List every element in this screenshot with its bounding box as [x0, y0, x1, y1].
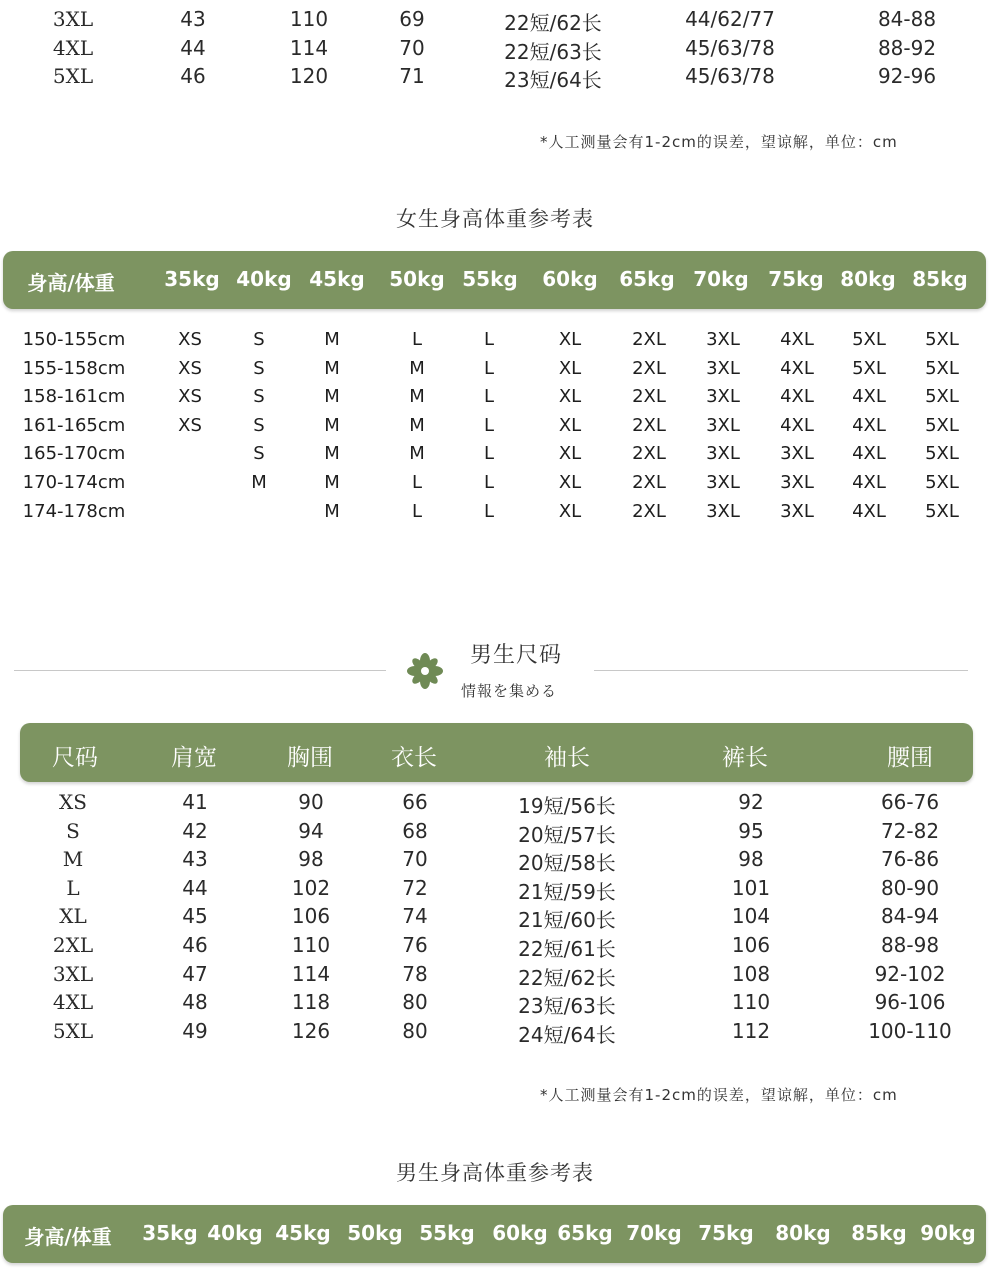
table-cell: 21短/60长: [518, 908, 616, 933]
table-cell: 20短/58长: [518, 851, 616, 876]
table-cell: 76-86: [880, 847, 940, 872]
header-weight: 55kg: [419, 1221, 475, 1245]
table-cell: 22短/63长: [504, 39, 602, 64]
header-weight: 35kg: [164, 267, 220, 291]
table-cell: 118: [291, 990, 331, 1015]
size-label: 3XL: [52, 961, 94, 986]
table-cell: 41: [182, 790, 208, 814]
table-cell: 80: [402, 990, 428, 1015]
table-cell: 72-82: [880, 818, 940, 843]
size-cell: 3XL: [780, 443, 814, 465]
header-weight: 80kg: [775, 1221, 831, 1245]
table-cell: 110: [291, 933, 331, 957]
table-cell: 45/63/78: [685, 64, 775, 89]
size-cell: L: [483, 357, 495, 379]
header-weight: 75kg: [698, 1221, 754, 1245]
table-cell: 106: [291, 904, 331, 929]
size-cell: XL: [558, 329, 582, 350]
table-cell: 20短/57长: [518, 822, 616, 847]
table-cell: 104: [731, 904, 771, 929]
table-cell: 42: [182, 818, 208, 843]
size-cell: 5XL: [925, 357, 959, 379]
table-cell: 23短/64长: [504, 68, 602, 93]
size-cell: 2XL: [632, 500, 666, 522]
size-cell: 2XL: [632, 414, 666, 436]
size-cell: 4XL: [852, 414, 886, 436]
size-cell: XL: [558, 443, 582, 465]
table-cell: 70: [402, 847, 428, 872]
table-cell: 120: [289, 64, 329, 89]
size-cell: M: [324, 472, 340, 493]
header-weight: 60kg: [492, 1221, 548, 1245]
size-cell: L: [411, 329, 423, 350]
header-weight: 45kg: [275, 1221, 331, 1245]
men-reference-title: 男生身高体重参考表: [396, 1161, 594, 1185]
table-cell: 76: [402, 933, 428, 957]
size-cell: 4XL: [852, 386, 886, 408]
men-size-subtitle: 情報を集める: [461, 682, 558, 700]
size-cell: 3XL: [706, 329, 740, 350]
table-cell: 84-88: [877, 7, 937, 31]
size-cell: 2XL: [632, 472, 666, 493]
table-cell: 84-94: [880, 904, 940, 929]
size-label: 2XL: [52, 933, 94, 957]
table-cell: 46: [182, 933, 208, 957]
size-cell: M: [409, 414, 425, 436]
size-cell: 4XL: [780, 357, 814, 379]
size-cell: M: [324, 386, 340, 408]
header-weight: 60kg: [542, 267, 598, 291]
table-cell: 74: [402, 904, 428, 929]
size-label: 3XL: [52, 7, 94, 31]
size-cell: M: [409, 443, 425, 465]
divider-right: [594, 670, 968, 671]
size-cell: XS: [178, 386, 202, 408]
header-weight: 65kg: [557, 1221, 613, 1245]
size-cell: 3XL: [706, 386, 740, 408]
table-cell: 19短/56长: [518, 794, 616, 818]
measurement-note-2: *人工测量会有1-2cm的误差，望谅解，单位：cm: [540, 1086, 898, 1104]
size-cell: S: [253, 443, 265, 465]
men-size-title: 男生尺码: [470, 643, 563, 668]
table-cell: 110: [731, 990, 771, 1015]
size-cell: 3XL: [706, 443, 740, 465]
size-cell: 2XL: [632, 443, 666, 465]
header-weight: 85kg: [912, 267, 968, 291]
size-cell: 3XL: [780, 472, 814, 493]
table-cell: 66: [402, 790, 428, 814]
column-header: 腰围: [887, 745, 933, 771]
size-cell: 4XL: [780, 414, 814, 436]
table-cell: 22短/62长: [518, 965, 616, 990]
header-weight: 75kg: [768, 267, 824, 291]
header-weight: 65kg: [619, 267, 675, 291]
size-cell: M: [251, 472, 267, 493]
table-cell: 24短/64长: [518, 1022, 616, 1047]
column-header: 肩宽: [171, 745, 217, 771]
table-cell: 88-92: [877, 35, 937, 60]
height-range: 165-170cm: [22, 443, 126, 465]
size-cell: XL: [558, 500, 582, 522]
column-header: 胸围: [287, 745, 333, 771]
column-header: 袖长: [544, 745, 590, 771]
size-cell: 5XL: [925, 386, 959, 408]
size-cell: L: [411, 472, 423, 493]
height-range: 150-155cm: [22, 329, 126, 350]
size-cell: XL: [558, 472, 582, 493]
table-cell: 70: [399, 35, 425, 60]
height-range: 155-158cm: [22, 357, 126, 379]
size-cell: L: [483, 329, 495, 350]
size-cell: L: [483, 500, 495, 522]
table-cell: 78: [402, 961, 428, 986]
table-cell: 71: [399, 64, 425, 89]
table-cell: 98: [738, 847, 764, 872]
table-cell: 102: [291, 875, 331, 900]
table-cell: 22短/61长: [518, 937, 616, 961]
table-cell: 45/63/78: [685, 35, 775, 60]
size-cell: 4XL: [852, 500, 886, 522]
size-cell: L: [483, 443, 495, 465]
measurement-note: *人工测量会有1-2cm的误差，望谅解，单位：cm: [540, 133, 898, 151]
table-cell: 80: [402, 1018, 428, 1043]
table-cell: 112: [731, 1018, 771, 1043]
table-cell: 94: [298, 818, 324, 843]
header-weight: 40kg: [236, 267, 292, 291]
height-range: 158-161cm: [22, 386, 126, 408]
table-cell: 69: [399, 7, 425, 31]
header-height-weight: 身高/体重: [24, 1225, 112, 1249]
size-cell: 5XL: [852, 329, 886, 350]
table-cell: 98: [298, 847, 324, 872]
header-weight: 50kg: [389, 267, 445, 291]
size-cell: XS: [178, 329, 202, 350]
size-cell: 5XL: [852, 357, 886, 379]
women-reference-title: 女生身高体重参考表: [396, 207, 594, 231]
header-weight: 45kg: [309, 267, 365, 291]
size-cell: XL: [558, 357, 582, 379]
size-cell: M: [324, 329, 340, 350]
size-cell: 3XL: [706, 414, 740, 436]
size-label: 4XL: [52, 990, 94, 1015]
size-cell: 4XL: [780, 329, 814, 350]
size-cell: 2XL: [632, 386, 666, 408]
table-cell: 88-98: [880, 933, 940, 957]
table-cell: 72: [402, 875, 428, 900]
table-cell: 45: [182, 904, 208, 929]
table-cell: 48: [182, 990, 208, 1015]
size-label: 5XL: [52, 64, 94, 89]
size-cell: XS: [178, 357, 202, 379]
table-cell: 80-90: [880, 875, 940, 900]
size-cell: 5XL: [925, 443, 959, 465]
size-cell: 5XL: [925, 472, 959, 493]
table-cell: 110: [289, 7, 329, 31]
size-cell: XS: [178, 414, 202, 436]
height-range: 161-165cm: [22, 414, 126, 436]
table-cell: 43: [182, 847, 208, 872]
table-cell: 44: [180, 35, 206, 60]
size-cell: L: [483, 386, 495, 408]
header-weight: 85kg: [851, 1221, 907, 1245]
size-label: M: [62, 847, 84, 872]
table-cell: 44/62/77: [685, 7, 775, 31]
size-label: 5XL: [52, 1018, 94, 1043]
size-cell: 5XL: [925, 414, 959, 436]
size-cell: XL: [558, 414, 582, 436]
size-cell: 3XL: [780, 500, 814, 522]
size-cell: S: [253, 386, 265, 408]
size-cell: S: [253, 414, 265, 436]
size-cell: M: [324, 357, 340, 379]
size-label: XS: [59, 790, 87, 814]
table-cell: 108: [731, 961, 771, 986]
size-cell: M: [324, 500, 340, 522]
column-header: 裤长: [722, 745, 768, 771]
table-cell: 90: [298, 790, 324, 814]
table-cell: 21短/59长: [518, 879, 616, 904]
size-cell: M: [324, 443, 340, 465]
table-cell: 92-102: [874, 961, 946, 986]
size-cell: M: [409, 357, 425, 379]
height-range: 174-178cm: [22, 500, 126, 522]
table-cell: 126: [291, 1018, 331, 1043]
size-cell: 3XL: [706, 472, 740, 493]
header-weight: 70kg: [626, 1221, 682, 1245]
table-cell: 92-96: [877, 64, 937, 89]
header-weight: 35kg: [142, 1221, 198, 1245]
table-cell: 114: [289, 35, 329, 60]
size-cell: 5XL: [925, 329, 959, 350]
table-cell: 96-106: [874, 990, 946, 1015]
table-cell: 68: [402, 818, 428, 843]
size-cell: 5XL: [925, 500, 959, 522]
header-weight: 80kg: [840, 267, 896, 291]
size-label: XL: [59, 904, 87, 929]
flower-icon: [406, 652, 444, 690]
table-cell: 95: [738, 818, 764, 843]
table-cell: 49: [182, 1018, 208, 1043]
size-label: L: [66, 875, 80, 900]
size-cell: L: [483, 414, 495, 436]
header-height-weight: 身高/体重: [27, 271, 115, 295]
table-cell: 100-110: [868, 1018, 952, 1043]
column-header: 尺码: [52, 745, 98, 771]
table-cell: 44: [182, 875, 208, 900]
size-cell: L: [411, 500, 423, 522]
table-cell: 92: [738, 790, 764, 814]
table-cell: 47: [182, 961, 208, 986]
size-label: S: [66, 818, 80, 843]
size-cell: 3XL: [706, 357, 740, 379]
size-cell: M: [324, 414, 340, 436]
table-cell: 66-76: [880, 790, 940, 814]
header-weight: 70kg: [693, 267, 749, 291]
table-cell: 43: [180, 7, 206, 31]
size-cell: L: [483, 472, 495, 493]
divider-left: [14, 670, 386, 671]
header-weight: 40kg: [207, 1221, 263, 1245]
size-cell: 4XL: [852, 443, 886, 465]
column-header: 衣长: [391, 745, 437, 771]
header-weight: 55kg: [462, 267, 518, 291]
table-cell: 106: [731, 933, 771, 957]
header-weight: 50kg: [347, 1221, 403, 1245]
size-cell: S: [253, 329, 265, 350]
size-cell: M: [409, 386, 425, 408]
table-cell: 23短/63长: [518, 994, 616, 1019]
size-cell: XL: [558, 386, 582, 408]
header-weight: 90kg: [920, 1221, 976, 1245]
size-label: 4XL: [52, 35, 94, 60]
size-cell: S: [253, 357, 265, 379]
size-cell: 2XL: [632, 357, 666, 379]
table-cell: 114: [291, 961, 331, 986]
size-cell: 3XL: [706, 500, 740, 522]
table-cell: 22短/62长: [504, 11, 602, 35]
table-cell: 46: [180, 64, 206, 89]
size-cell: 2XL: [632, 329, 666, 350]
height-range: 170-174cm: [22, 472, 126, 493]
table-cell: 101: [731, 875, 771, 900]
size-cell: 4XL: [852, 472, 886, 493]
size-cell: 4XL: [780, 386, 814, 408]
